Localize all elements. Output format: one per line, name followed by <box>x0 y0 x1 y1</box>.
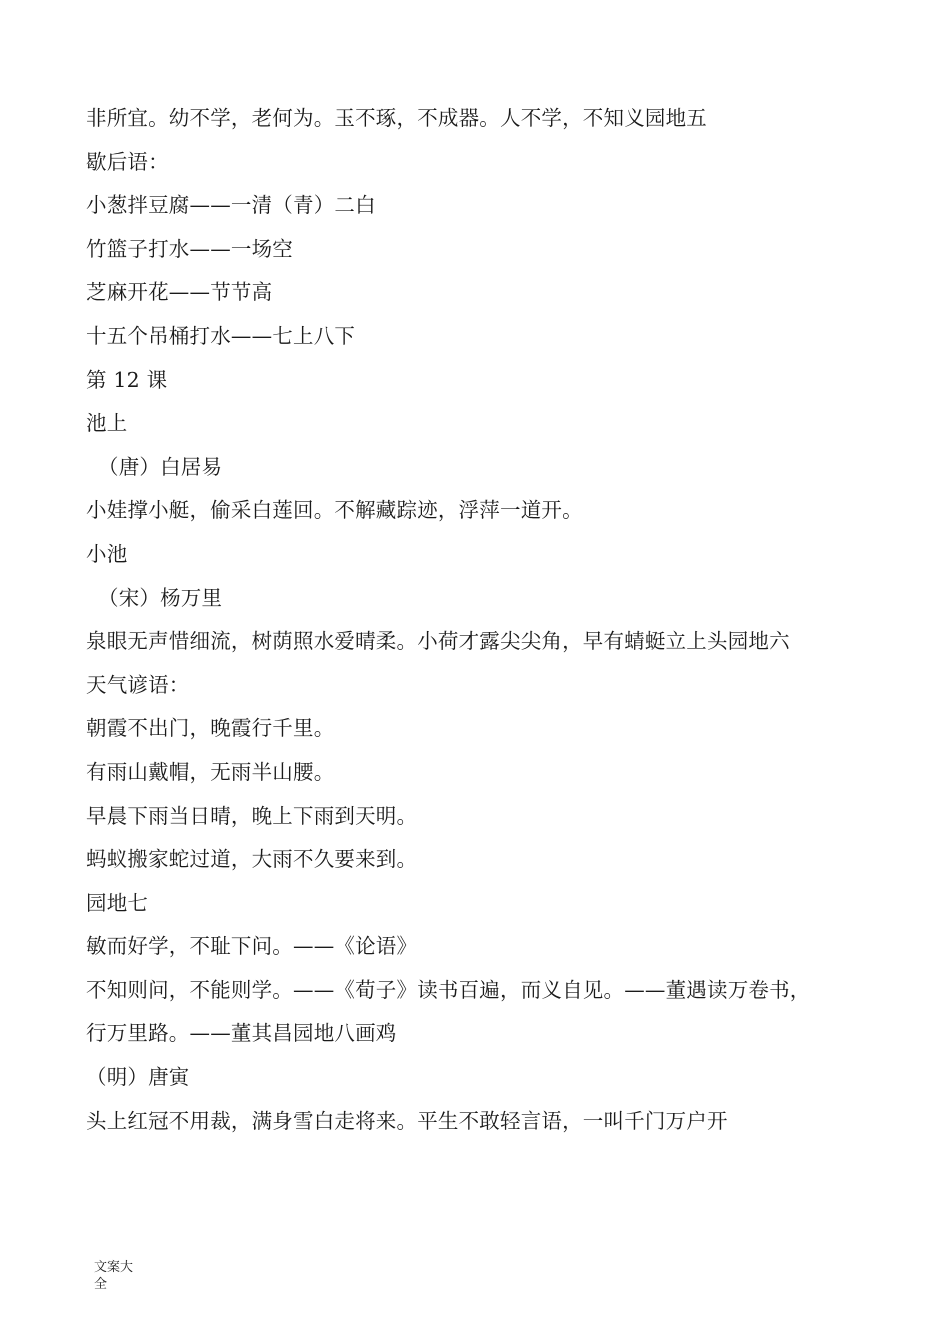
poem-author: （明）唐寅 <box>86 1065 190 1090</box>
section-heading: 园地七 <box>86 890 149 915</box>
text-line: 竹篮子打水——一场空 <box>86 236 293 261</box>
poem-title: 小池 <box>86 541 128 566</box>
text-line: 早晨下雨当日晴，晚上下雨到天明。 <box>86 803 418 828</box>
text-line: 不知则问，不能则学。——《荀子》读书百遍，而义自见。——董遇读万卷书， <box>86 977 811 1002</box>
text-line: 芝麻开花——节节高 <box>86 280 273 305</box>
section-heading: 歇后语： <box>86 149 169 174</box>
poem-author: （唐）白居易 <box>98 454 223 479</box>
page-footer: 文案大全 <box>94 1260 134 1292</box>
poem-title: 池上 <box>86 411 128 436</box>
text-line: 行万里路。——董其昌园地八画鸡 <box>86 1021 397 1046</box>
text-line: 十五个吊桶打水——七上八下 <box>86 323 356 348</box>
text-line: 小葱拌豆腐——一清（青）二白 <box>86 193 376 218</box>
text-line: 有雨山戴帽，无雨半山腰。 <box>86 759 335 784</box>
poem-author: （宋）杨万里 <box>98 585 223 610</box>
text-line: 敏而好学，不耻下问。——《论语》 <box>86 934 418 959</box>
poem-text: 泉眼无声惜细流，树荫照水爱晴柔。小荷才露尖尖角，早有蜻蜓立上头园地六 <box>86 629 790 654</box>
document-body <box>86 97 876 1143</box>
text-line: 朝霞不出门，晚霞行千里。 <box>86 716 335 741</box>
poem-text: 头上红冠不用裁，满身雪白走将来。平生不敢轻言语，一叫千门万户开 <box>86 1108 728 1133</box>
poem-text: 小娃撑小艇，偷采白莲回。不解藏踪迹，浮萍一道开。 <box>86 498 583 523</box>
section-heading: 天气谚语： <box>86 672 190 697</box>
text-line: 蚂蚁搬家蛇过道，大雨不久要来到。 <box>86 847 418 872</box>
lesson-heading: 第 12 课 <box>86 367 168 392</box>
text-line: 非所宜。幼不学，老何为。玉不琢，不成器。人不学，不知义园地五 <box>86 106 707 130</box>
